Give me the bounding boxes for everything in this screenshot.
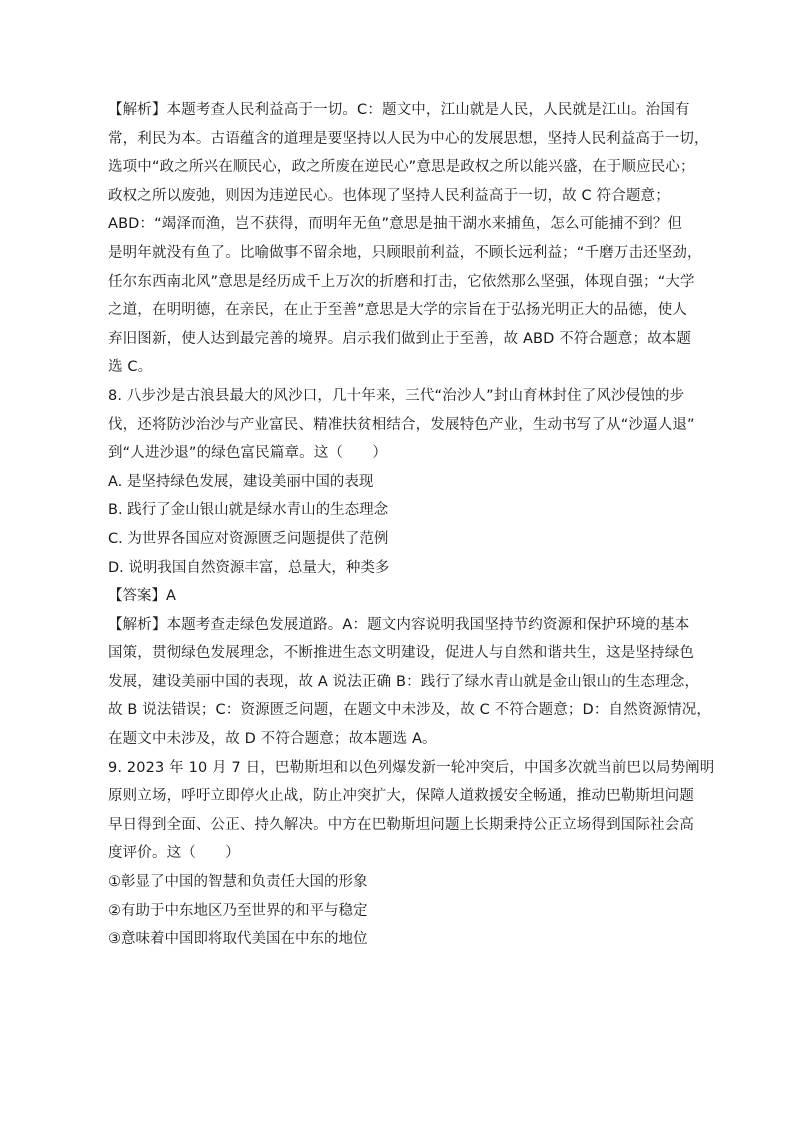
analysis-q7-line: 之道，在明明德，在亲民，在止于至善”意思是大学的宗旨在于弘扬光明正大的品德，使人 (108, 302, 688, 319)
analysis-q8-line: 发展，建设美丽中国的表现，故 A 说法正确 B：践行了绿水青山就是金山银山的生态理念， (108, 673, 700, 690)
question-8-stem (108, 382, 695, 468)
analysis-q7-line: 弃旧图新，使人达到最完善的境界。启示我们做到止于至善，故 ABD 不符合题意；故本题 (108, 330, 692, 347)
question-8-stem-line: 8. 八步沙是古浪县最大的风沙口，几十年来，三代“治沙人”封山育林封住了风沙侵蚀的步 (108, 387, 685, 404)
analysis-q7-line: 政权之所以废弛，则因为违逆民心。也体现了坚持人民利益高于一切，故 C 符合题意； (108, 187, 670, 204)
question-8-option-c: C. 为世界各国应对资源匮乏问题提供了范例 (108, 530, 389, 547)
question-8-answer: 【答案】A (108, 588, 176, 605)
analysis-q7-line: 任尔东西南北风”意思是经历成千上万次的折磨和打击，它依然那么坚强，体现自强；“大学 (108, 273, 695, 290)
question-9-item-3: ③意味着中国即将取代美国在中东的地位 (108, 931, 368, 948)
analysis-q7-line: ABD：“竭泽而渔，岂不获得，而明年无鱼”意思是抽干湖水来捕鱼，怎么可能捕不到？但 (108, 216, 683, 233)
analysis-q7-line: 【解析】本题考查人民利益高于一切。C：题文中，江山就是人民，人民就是江山。治国有 (108, 102, 690, 118)
question-8-option-a: A. 是坚持绿色发展，建设美丽中国的表现 (108, 473, 374, 490)
analysis-q7-line: 常，利民为本。古语蕴含的道理是要坚持以人民为中心的发展思想，坚持人民利益高于一切， (108, 130, 709, 147)
question-9-stem-line: 度评价。这（ ） (108, 845, 240, 862)
analysis-q8-line: 故 B 说法错误；C：资源匮乏问题，在题文中未涉及，故 C 不符合题意；D：自然资源情况， (108, 702, 712, 719)
question-8-stem-line: 伐，还将防沙治沙与产业富民、精准扶贫相结合，发展特色产业，生动书写了从“沙逼人退” (108, 416, 695, 433)
analysis-q8-line: 在题文中未涉及，故 D 不符合题意；故本题选 A。 (108, 731, 437, 748)
question-9-stem-line: 原则立场，呼吁立即停火止战，防止冲突扩大，保障人道救援安全畅通，推动巴勒斯坦问题 (108, 788, 694, 805)
question-8-options (108, 468, 688, 582)
question-9-item-2: ②有助于中东地区乃至世界的和平与稳定 (108, 902, 368, 919)
analysis-q8 (108, 611, 712, 754)
question-8-option-b: B. 践行了金山银山就是绿水青山的生态理念 (108, 502, 389, 519)
question-9-stem (108, 754, 715, 868)
analysis-q7-line: 选 C。 (108, 359, 153, 376)
question-8-option-d: D. 说明我国自然资源丰富，总量大，种类多 (108, 559, 390, 576)
analysis-q7-line: 选项中“政之所兴在顺民心，政之所废在逆民心”意思是政权之所以能兴盛，在于顺应民心； (108, 159, 695, 176)
analysis-q8-line: 【解析】本题考查走绿色发展道路。A：题文内容说明我国坚持节约资源和保护环境的基本 (108, 616, 690, 633)
question-9-stem-line: 9. 2023 年 10 月 7 日，巴勒斯坦和以色列爆发新一轮冲突后，中国多次就当前巴以局势阐明 (108, 759, 715, 776)
question-9-stem-line: 早日得到全面、公正、持久解决。中方在巴勒斯坦问题上长期秉持公正立场得到国际社会高 (108, 816, 694, 833)
analysis-q8-line: 国策，贯彻绿色发展理念，不断推进生态文明建设，促进人与自然和谐共生，这是坚持绿色 (108, 645, 694, 662)
analysis-q7 (108, 96, 709, 382)
question-9-item-1: ①彰显了中国的智慧和负责任大国的形象 (108, 874, 368, 891)
question-9-items (108, 868, 688, 954)
page-content (108, 96, 715, 954)
analysis-q7-line: 是明年就没有鱼了。比喻做事不留余地，只顾眼前利益，不顾长远利益；“千磨万击还坚劲， (108, 244, 702, 261)
question-8-stem-line: 到“人进沙退”的绿色富民篇章。这（ ） (108, 445, 388, 462)
